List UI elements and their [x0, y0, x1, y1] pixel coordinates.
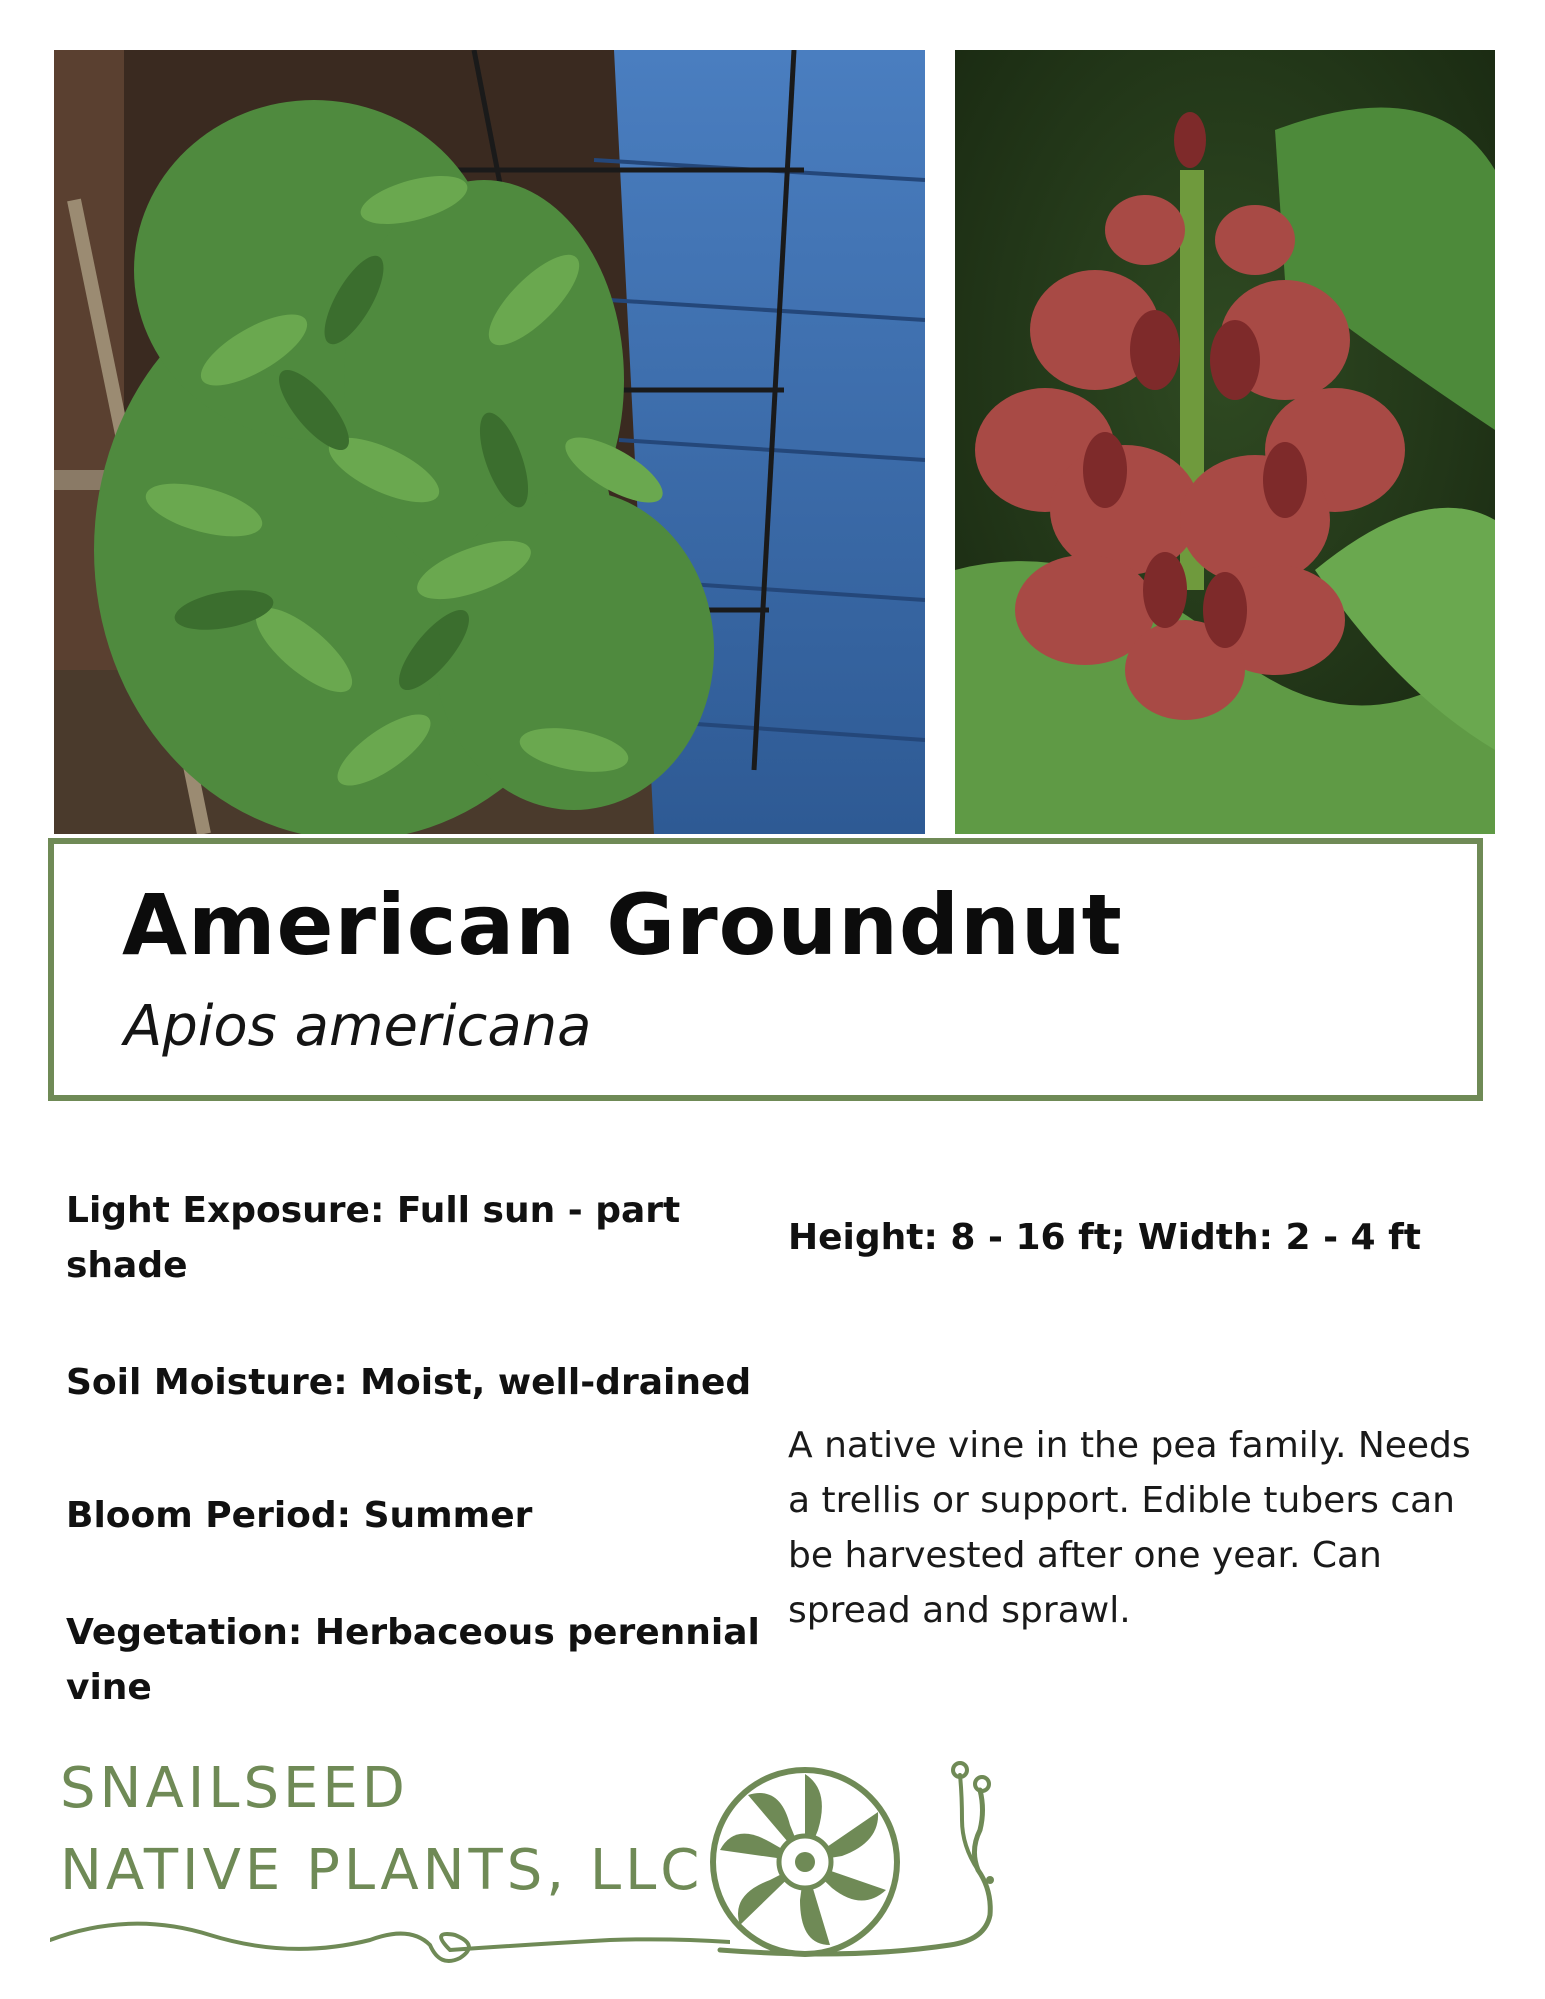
flower-photo-image [955, 50, 1495, 834]
vine-photo [54, 50, 925, 834]
plant-common-name: American Groundnut [122, 876, 1123, 974]
plant-scientific-name: Apios americana [124, 994, 592, 1059]
snail-shell-icon [700, 1750, 1010, 1970]
brand-name-line-1: SNAILSEED [60, 1756, 409, 1821]
title-box [48, 838, 1483, 1101]
flower-photo [955, 50, 1495, 834]
size-fact: Height: 8 - 16 ft; Width: 2 - 4 ft [788, 1217, 1422, 1258]
brand-swoosh-decoration [50, 1900, 730, 1970]
bloom-period-fact: Bloom Period: Summer [66, 1495, 533, 1536]
vine-photo-image [54, 50, 925, 834]
light-exposure-fact: Light Exposure: Full sun - part shade [66, 1190, 681, 1286]
vegetation-fact: Vegetation: Herbaceous perennial vine [66, 1612, 760, 1708]
plant-description: A native vine in the pea family. Needs a trellis or support. Edible tubers can be harvested after one year. Can spread and sprawl. [788, 1425, 1471, 1631]
soil-moisture-fact: Soil Moisture: Moist, well-drained [66, 1362, 752, 1403]
brand-name-line-2: NATIVE PLANTS, LLC [60, 1838, 704, 1903]
